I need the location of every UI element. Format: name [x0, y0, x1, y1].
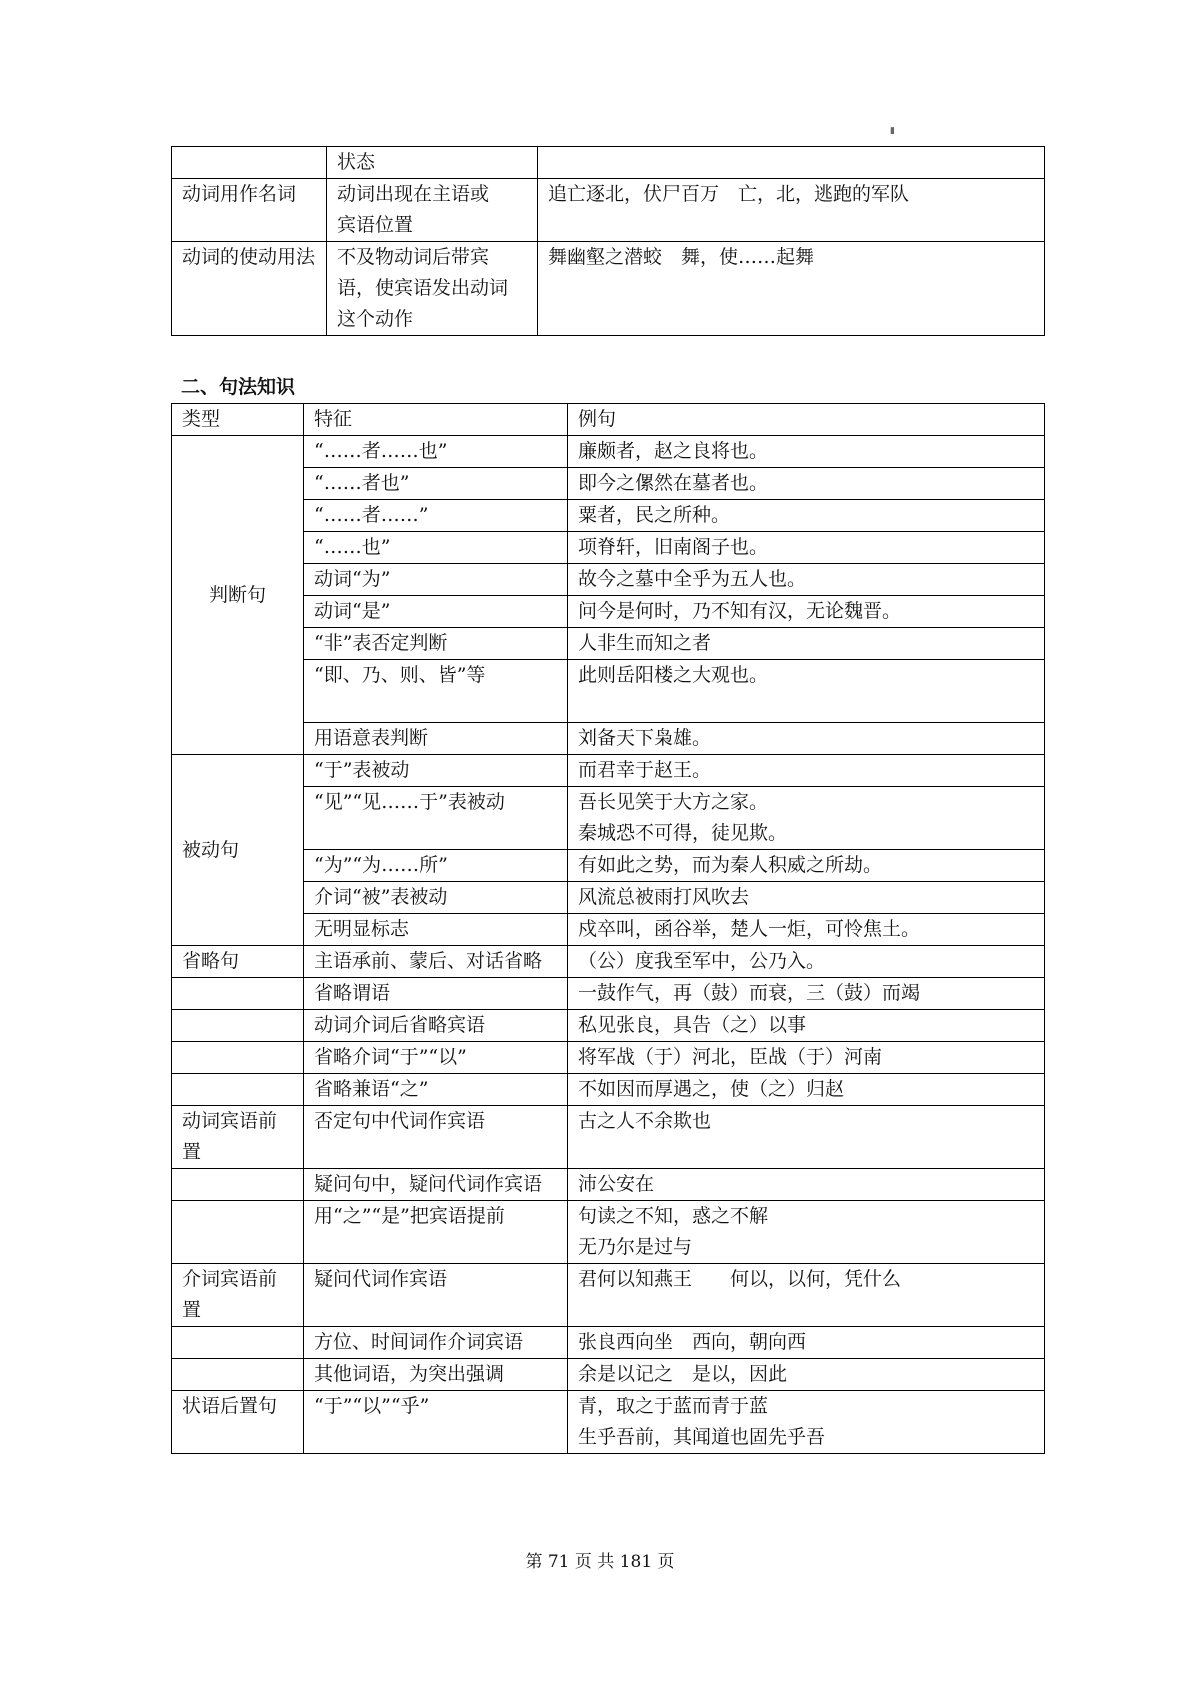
example-cell-line: 君何以知燕王 何以，以何，凭什么 [578, 1268, 902, 1290]
example-cell-line: 戍卒叫，函谷举，楚人一炬，可怜焦土。 [578, 918, 921, 940]
usage-example-cell [538, 147, 1045, 179]
usage-desc-cell-line: 动词出现在主语或 [337, 183, 490, 205]
feature-cell: 动词“是” [304, 596, 568, 628]
example-cell-line: 句读之不知，惑之不解 [578, 1205, 769, 1227]
page-footer: 第 71 页 共 181 页 [525, 1552, 675, 1572]
example-cell [568, 914, 1045, 946]
example-cell-line: 风流总被雨打风吹去 [578, 886, 750, 908]
example-cell [568, 850, 1045, 882]
usage-desc-cell-line: 这个动作 [337, 308, 414, 330]
example-cell [568, 946, 1045, 978]
usage-desc-cell-line: 宾语位置 [337, 214, 414, 236]
sentence-type-cell [172, 1327, 304, 1359]
example-cell-line: 问今是何时，乃不知有汉，无论魏晋。 [578, 600, 902, 622]
sentence-type-cell: 省略句 [172, 946, 304, 978]
example-cell [568, 628, 1045, 660]
sentence-type-cell [172, 1074, 304, 1106]
example-cell-line: 生乎吾前，其闻道也固先乎吾 [578, 1426, 826, 1448]
sentence-type-cell: 被动句 [172, 755, 304, 946]
example-cell-line: 吾长见笑于大方之家。 [578, 791, 769, 813]
usage-name-cell [172, 147, 327, 179]
header-type: 类型 [172, 404, 304, 436]
table-row [172, 1010, 1045, 1042]
usage-name-cell: 动词的使动用法 [172, 242, 327, 336]
page-mark: ▮ [890, 126, 895, 136]
example-cell-line: 刘备天下枭雄。 [578, 727, 712, 749]
example-cell-line: 粟者，民之所种。 [578, 504, 731, 526]
example-cell-line: 古之人不余欺也 [578, 1110, 712, 1132]
example-cell [568, 1106, 1045, 1169]
example-cell [568, 532, 1045, 564]
feature-cell: 介词“被”表被动 [304, 882, 568, 914]
example-cell-line: 秦城恐不可得，徒见欺。 [578, 822, 788, 844]
example-cell-line: 青，取之于蓝而青于蓝 [578, 1395, 769, 1417]
usage-desc-cell [327, 242, 538, 336]
example-cell [568, 596, 1045, 628]
sentence-type-cell [172, 1359, 304, 1391]
table-row [172, 1391, 1045, 1454]
feature-cell: “见”“见……于”表被动 [304, 787, 568, 850]
feature-cell: 主语承前、蒙后、对话省略 [304, 946, 568, 978]
sentence-type-cell [172, 1010, 304, 1042]
example-cell-line: 将军战（于）河北，臣战（于）河南 [578, 1046, 883, 1068]
usage-example-cell: 追亡逐北，伏尸百万 亡，北，逃跑的军队 [538, 179, 1045, 242]
feature-cell: 省略介词“于”“以” [304, 1042, 568, 1074]
header-feature: 特征 [304, 404, 568, 436]
usage-name-cell: 动词用作名词 [172, 179, 327, 242]
table-row [172, 1169, 1045, 1201]
example-cell [568, 1010, 1045, 1042]
usage-example-cell: 舞幽壑之潜蛟 舞，使……起舞 [538, 242, 1045, 336]
table-row [172, 1106, 1045, 1169]
sentence-type-cell: 状语后置句 [172, 1391, 304, 1454]
example-cell-line: 而君幸于赵王。 [578, 759, 712, 781]
example-cell [568, 468, 1045, 500]
table-row [172, 1201, 1045, 1264]
table-row [172, 1042, 1045, 1074]
example-cell [568, 882, 1045, 914]
sentence-type-cell: 判断句 [172, 436, 304, 755]
example-cell [568, 436, 1045, 468]
feature-cell: 方位、时间词作介词宾语 [304, 1327, 568, 1359]
table-row [172, 1327, 1045, 1359]
table-row [172, 1264, 1045, 1327]
top-table-row [172, 179, 1045, 242]
example-cell-line: 无乃尔是过与 [578, 1236, 693, 1258]
example-cell-line: 余是以记之 是以，因此 [578, 1363, 788, 1385]
example-cell [568, 723, 1045, 755]
feature-cell: 疑问句中，疑问代词作宾语 [304, 1169, 568, 1201]
example-cell-line: 即今之傫然在墓者也。 [578, 472, 769, 494]
example-cell [568, 1201, 1045, 1264]
feature-cell: 省略兼语“之” [304, 1074, 568, 1106]
usage-desc-cell-line: 不及物动词后带宾 [337, 246, 490, 268]
usage-desc-cell [327, 179, 538, 242]
example-cell [568, 1264, 1045, 1327]
example-cell-line: 项脊轩，旧南阁子也。 [578, 536, 769, 558]
example-cell [568, 564, 1045, 596]
sentence-type-cell [172, 978, 304, 1010]
example-cell-line: 不如因而厚遇之，使（之）归赵 [578, 1078, 845, 1100]
example-cell-line: 廉颇者，赵之良将也。 [578, 440, 769, 462]
example-cell-line: 私见张良，具告（之）以事 [578, 1014, 807, 1036]
example-cell [568, 978, 1045, 1010]
feature-cell: 省略谓语 [304, 978, 568, 1010]
example-cell-line: 张良西向坐 西向，朝向西 [578, 1331, 807, 1353]
example-cell [568, 500, 1045, 532]
table-row [172, 755, 1045, 787]
feature-cell: 用“之”“是”把宾语提前 [304, 1201, 568, 1264]
feature-cell: 动词“为” [304, 564, 568, 596]
feature-cell: 用语意表判断 [304, 723, 568, 755]
example-cell [568, 1359, 1045, 1391]
example-cell-line: 人非生而知之者 [578, 632, 712, 654]
feature-cell: 否定句中代词作宾语 [304, 1106, 568, 1169]
feature-cell: “……者……” [304, 500, 568, 532]
feature-cell: “为”“为……所” [304, 850, 568, 882]
header-row [172, 404, 1045, 436]
example-cell [568, 1042, 1045, 1074]
example-cell-line: 有如此之势，而为秦人积威之所劫。 [578, 854, 883, 876]
example-cell-line: 一鼓作气，再（鼓）而衰，三（鼓）而竭 [578, 982, 921, 1004]
table-row [172, 1074, 1045, 1106]
example-cell-line: （公）度我至军中，公乃入。 [578, 950, 826, 972]
feature-cell: “……者……也” [304, 436, 568, 468]
example-cell-line: 此则岳阳楼之大观也。 [578, 664, 769, 686]
sentence-type-cell: 介词宾语前置 [172, 1264, 304, 1327]
feature-cell: 疑问代词作宾语 [304, 1264, 568, 1327]
example-cell-line: 沛公安在 [578, 1173, 655, 1195]
example-cell [568, 1327, 1045, 1359]
example-cell [568, 755, 1045, 787]
sentence-type-cell [172, 1169, 304, 1201]
feature-cell: “即、乃、则、皆”等 [304, 660, 568, 723]
feature-cell: 其他词语，为突出强调 [304, 1359, 568, 1391]
table-row [172, 946, 1045, 978]
sentence-type-cell [172, 1042, 304, 1074]
usage-desc-cell-line: 状态 [337, 151, 376, 173]
feature-cell: “非”表否定判断 [304, 628, 568, 660]
example-cell [568, 787, 1045, 850]
feature-cell: “……者也” [304, 468, 568, 500]
top-table-row [172, 242, 1045, 336]
syntax-table [171, 403, 1045, 1454]
feature-cell: 无明显标志 [304, 914, 568, 946]
table-row [172, 978, 1045, 1010]
feature-cell: “于”表被动 [304, 755, 568, 787]
example-cell [568, 1391, 1045, 1454]
example-cell [568, 1074, 1045, 1106]
usage-desc-cell [327, 147, 538, 179]
example-cell [568, 1169, 1045, 1201]
top-table [171, 146, 1045, 336]
table-row [172, 1359, 1045, 1391]
usage-desc-cell-line: 语，使宾语发出动词 [337, 277, 509, 299]
table-row [172, 436, 1045, 468]
top-table-row [172, 147, 1045, 179]
example-cell [568, 660, 1045, 723]
sentence-type-cell [172, 1201, 304, 1264]
header-example: 例句 [568, 404, 1045, 436]
example-cell-line: 故今之墓中全乎为五人也。 [578, 568, 807, 590]
section-heading: 二、句法知识 [181, 376, 296, 398]
feature-cell: 动词介词后省略宾语 [304, 1010, 568, 1042]
feature-cell: “于”“以”“乎” [304, 1391, 568, 1454]
feature-cell: “……也” [304, 532, 568, 564]
sentence-type-cell: 动词宾语前置 [172, 1106, 304, 1169]
